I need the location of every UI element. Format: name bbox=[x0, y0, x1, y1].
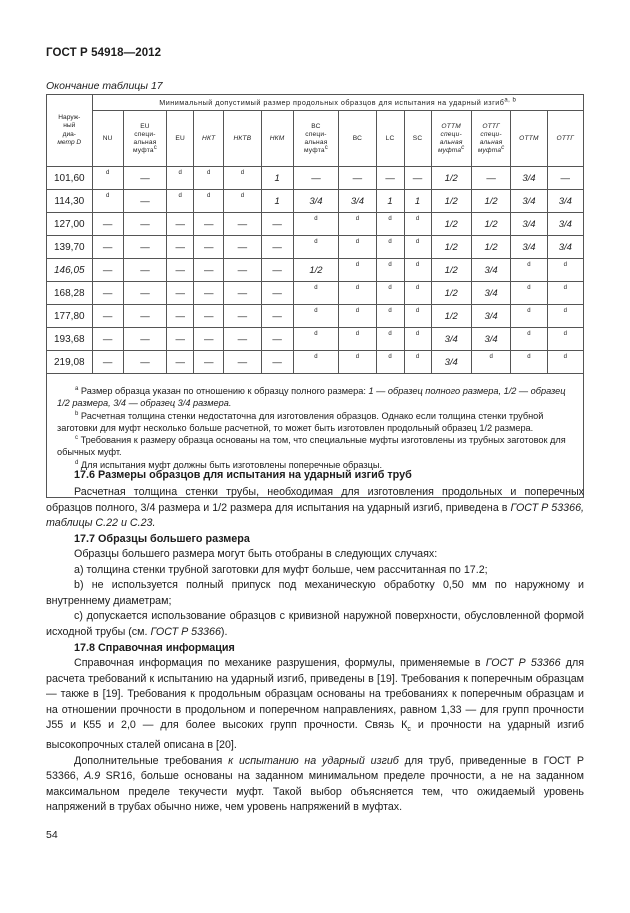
table-cell: d bbox=[511, 305, 547, 328]
standard-reference: А.9 bbox=[84, 770, 101, 783]
table-cell: d bbox=[293, 305, 339, 328]
table-cell: — bbox=[92, 213, 123, 236]
column-header-line: LC bbox=[385, 134, 395, 142]
table-cell: — bbox=[261, 351, 293, 374]
table-row bbox=[47, 236, 584, 259]
section-heading: 17.6 Размеры образцов для испытания на ударный изгиб труб bbox=[74, 469, 412, 481]
table-cell: 3/4 bbox=[547, 236, 583, 259]
table-row bbox=[47, 351, 584, 374]
diameter-cell: 139,70 bbox=[47, 236, 93, 259]
table-cell: — bbox=[224, 351, 261, 374]
table-cell: — bbox=[194, 328, 224, 351]
column-header-line: ОТТМ bbox=[519, 134, 539, 142]
footnote-c bbox=[57, 434, 573, 459]
footnote-text: Для испытания муфт должны быть изготовлены поперечные образцы. bbox=[80, 459, 383, 470]
table-cell: — bbox=[92, 236, 123, 259]
table-cell: 3/4 bbox=[431, 351, 471, 374]
table-cell: — bbox=[261, 213, 293, 236]
table-cell: — bbox=[167, 282, 194, 305]
paragraph bbox=[46, 485, 584, 532]
column-header bbox=[547, 111, 583, 167]
table-cell: d bbox=[194, 167, 224, 190]
table-row bbox=[47, 259, 584, 282]
table-cell: — bbox=[92, 351, 123, 374]
table-cell: 1/2 bbox=[471, 236, 510, 259]
table-cell: — bbox=[261, 282, 293, 305]
table-cell: d bbox=[293, 213, 339, 236]
table-cell: 3/4 bbox=[339, 190, 376, 213]
column-header bbox=[376, 111, 404, 167]
table-cell: — bbox=[261, 305, 293, 328]
table-cell: — bbox=[123, 213, 167, 236]
column-header bbox=[123, 111, 167, 167]
column-header bbox=[431, 111, 471, 167]
footnote-mark: с bbox=[501, 144, 505, 151]
section-17-6 bbox=[46, 467, 584, 532]
diameter-cell: 219,08 bbox=[47, 351, 93, 374]
table-cell: d bbox=[339, 259, 376, 282]
table-cell: 1/2 bbox=[293, 259, 339, 282]
table-cell: d bbox=[339, 351, 376, 374]
table-cell: — bbox=[167, 305, 194, 328]
footnote-mark: d bbox=[75, 459, 79, 466]
table-cell: 3/4 bbox=[511, 236, 547, 259]
table-cell: — bbox=[261, 236, 293, 259]
table-cell: — bbox=[376, 167, 404, 190]
table-cell: — bbox=[194, 351, 224, 374]
table-cell: d bbox=[404, 259, 431, 282]
column-header bbox=[194, 111, 224, 167]
table-cell: d bbox=[339, 282, 376, 305]
table-cell: — bbox=[224, 259, 261, 282]
table-cell: d bbox=[224, 167, 261, 190]
table-cell: d bbox=[339, 236, 376, 259]
table-cell: — bbox=[92, 282, 123, 305]
diameter-cell: 168,28 bbox=[47, 282, 93, 305]
paragraph-text: для расчета требований к испытанию на ударный изгиб, приведены в [19]. Требования к поперечным образцам — также в [19]. Требования к продольным образцам основаны на требованиях к поперечным образцам и на отношении прочности в продольном и поперечном направлениях, равном 1,33 — для групп прочности J55 и К55 и 2,0 — для более высоких групп прочности. Связь К bbox=[46, 657, 584, 732]
table-cell: d bbox=[404, 305, 431, 328]
diameter-cell: 193,68 bbox=[47, 328, 93, 351]
table-cell: — bbox=[224, 213, 261, 236]
table-cell: d bbox=[92, 190, 123, 213]
table-cell: — bbox=[224, 305, 261, 328]
column-header-line: альная bbox=[304, 138, 328, 146]
column-header-line bbox=[432, 144, 471, 155]
footnote-mark: b bbox=[75, 410, 79, 417]
table-cell: 1/2 bbox=[471, 213, 510, 236]
standard-reference: ГОСТ Р 53366 bbox=[485, 657, 561, 669]
standard-reference: ГОСТ Р 53366, таблицы С.22 и С.23. bbox=[46, 501, 584, 530]
diameter-header bbox=[47, 95, 93, 167]
table-cell: 3/4 bbox=[471, 305, 510, 328]
table-cell: — bbox=[224, 282, 261, 305]
column-header bbox=[261, 111, 293, 167]
table-cell: — bbox=[339, 167, 376, 190]
paragraph-text: Справочная информация по механике разрушения, формулы, применяемые в bbox=[74, 657, 481, 669]
table-cell: — bbox=[167, 259, 194, 282]
table-cell: d bbox=[511, 282, 547, 305]
column-header-line: НКМ bbox=[269, 134, 285, 142]
column-header bbox=[404, 111, 431, 167]
table-cell: d bbox=[404, 328, 431, 351]
section-heading: 17.7 Образцы большего размера bbox=[74, 533, 250, 545]
paragraph bbox=[46, 754, 584, 816]
table-cell: 3/4 bbox=[511, 213, 547, 236]
table-cell: — bbox=[547, 167, 583, 190]
table-cell: d bbox=[92, 167, 123, 190]
table-cell: — bbox=[92, 259, 123, 282]
table-cell: — bbox=[194, 259, 224, 282]
table-cell: 1 bbox=[404, 190, 431, 213]
table-cell: d bbox=[376, 282, 404, 305]
table-cell: 1 bbox=[261, 167, 293, 190]
span-header-text: Минимальный допустимый размер продольных образцов для испытания на ударный изгиб bbox=[159, 98, 505, 107]
column-header-line-text: муфта bbox=[303, 146, 325, 154]
footnote-a bbox=[57, 385, 573, 410]
table-cell: d bbox=[511, 259, 547, 282]
column-header-line: альная bbox=[133, 138, 157, 146]
table-row bbox=[47, 305, 584, 328]
table-cell: — bbox=[404, 167, 431, 190]
diameter-cell: 177,80 bbox=[47, 305, 93, 328]
column-header bbox=[339, 111, 376, 167]
table-cell: d bbox=[339, 305, 376, 328]
table-cell: d bbox=[511, 351, 547, 374]
table-cell: — bbox=[123, 236, 167, 259]
table-cell: — bbox=[261, 259, 293, 282]
table-cell: 1/2 bbox=[431, 167, 471, 190]
table-cell: d bbox=[293, 328, 339, 351]
table-caption: Окончание таблицы 17 bbox=[46, 80, 163, 92]
table-cell: — bbox=[167, 213, 194, 236]
table-cell: — bbox=[92, 328, 123, 351]
standard-reference: ГОСТ Р 53366 bbox=[150, 625, 221, 638]
section-heading: 17.8 Справочная информация bbox=[74, 642, 235, 654]
list-item bbox=[46, 609, 584, 640]
column-header bbox=[471, 111, 510, 167]
paragraph-text: и прочности на ударный изгиб высокопрочных сталей описана в [20]. bbox=[46, 719, 584, 752]
table-cell: — bbox=[293, 167, 339, 190]
table-cell: 1/2 bbox=[471, 190, 510, 213]
diameter-header-line: диа- bbox=[62, 130, 76, 138]
column-header-line: специ- bbox=[440, 130, 462, 138]
table-cell: — bbox=[123, 282, 167, 305]
table-row bbox=[47, 190, 584, 213]
column-header-line: ОТТГ bbox=[556, 134, 575, 142]
table-cell: — bbox=[261, 328, 293, 351]
column-header-line: EU bbox=[140, 122, 150, 130]
column-header-line-text: муфта bbox=[133, 146, 154, 154]
column-header-line: EU bbox=[175, 134, 185, 142]
table-cell: d bbox=[293, 282, 339, 305]
table-cell: 3/4 bbox=[471, 259, 510, 282]
table-cell: d bbox=[511, 328, 547, 351]
table-cell: d bbox=[547, 305, 583, 328]
page-number: 54 bbox=[46, 829, 58, 841]
table-cell: d bbox=[339, 328, 376, 351]
table-cell: — bbox=[123, 305, 167, 328]
list-item: b) не используется полный припуск под механическую обработку 0,50 мм по наружному и внутреннему диаметрам; bbox=[46, 579, 584, 607]
table-cell: d bbox=[224, 190, 261, 213]
diameter-header-line: ный bbox=[63, 122, 76, 130]
column-header-line: SC bbox=[412, 134, 423, 142]
table-cell: 3/4 bbox=[511, 190, 547, 213]
table-cell: — bbox=[167, 328, 194, 351]
table-cell: d bbox=[404, 351, 431, 374]
table-cell: d bbox=[376, 236, 404, 259]
footnote-text: Размер образца указан по отношению к образцу полного размера: bbox=[80, 386, 366, 396]
diameter-cell: 101,60 bbox=[47, 167, 93, 190]
footnote-b bbox=[57, 410, 573, 435]
table-cell: — bbox=[123, 190, 167, 213]
column-header-line: NU bbox=[102, 134, 113, 142]
paragraph bbox=[46, 656, 584, 754]
span-header bbox=[92, 95, 583, 111]
column-header-line: НКТ bbox=[202, 134, 216, 142]
column-header-line: ВС bbox=[352, 134, 363, 142]
table-cell: d bbox=[167, 167, 194, 190]
column-header-line: специ- bbox=[305, 130, 327, 138]
table-cell: d bbox=[547, 351, 583, 374]
column-header bbox=[511, 111, 547, 167]
paragraph-text: Расчетная толщина стенки трубы, необходимая для изготовления продольных и поперечных образцов полного, 3/4 размера и 1/2 размера для испытания на ударный изгиб, приведена в bbox=[46, 486, 584, 514]
table-cell: d bbox=[293, 236, 339, 259]
diameter-cell: 146,05 bbox=[47, 259, 93, 282]
diameter-cell: 127,00 bbox=[47, 213, 93, 236]
table-cell: d bbox=[471, 351, 510, 374]
specimen-size-table bbox=[46, 94, 584, 498]
table-cell: d bbox=[376, 351, 404, 374]
table-cell: 1/2 bbox=[431, 259, 471, 282]
table-cell: 1 bbox=[261, 190, 293, 213]
table-cell: d bbox=[547, 259, 583, 282]
column-header bbox=[167, 111, 194, 167]
table-cell: — bbox=[194, 213, 224, 236]
table-cell: — bbox=[224, 328, 261, 351]
table-cell: 1/2 bbox=[431, 305, 471, 328]
section-17-7 bbox=[46, 531, 584, 641]
footnote-mark: а bbox=[75, 385, 79, 392]
table-cell: d bbox=[547, 282, 583, 305]
table-cell: 1/2 bbox=[431, 236, 471, 259]
table-cell: 3/4 bbox=[431, 328, 471, 351]
column-header-line-text: муфта bbox=[477, 146, 502, 154]
paragraph-text: Дополнительные требования bbox=[74, 754, 223, 767]
column-header-line bbox=[124, 144, 167, 155]
table-cell: 1 bbox=[376, 190, 404, 213]
diameter-header-line: Наруж- bbox=[58, 113, 81, 121]
list-item: а) толщина стенки трубной заготовки для муфт больше, чем рассчитанная по 17.2; bbox=[74, 563, 488, 576]
table-cell: — bbox=[123, 351, 167, 374]
table-cell: 3/4 bbox=[547, 190, 583, 213]
table-cell: 1/2 bbox=[431, 282, 471, 305]
table-cell: 3/4 bbox=[471, 328, 510, 351]
table-row bbox=[47, 282, 584, 305]
column-header-line-text: муфта bbox=[437, 146, 462, 154]
table-row bbox=[47, 213, 584, 236]
column-header-line bbox=[294, 144, 339, 155]
table-cell: — bbox=[194, 305, 224, 328]
column-header bbox=[224, 111, 261, 167]
table-cell: — bbox=[471, 167, 510, 190]
footnote-text: Требования к размеру образца основаны на том, что специальные муфты изготовлены из трубных заготовок для обычных муфт. bbox=[57, 435, 566, 458]
table-cell: d bbox=[376, 213, 404, 236]
column-header-line: ОТТМ bbox=[441, 122, 461, 130]
column-header-line bbox=[472, 144, 510, 155]
table-row bbox=[47, 167, 584, 190]
column-header-line: альная bbox=[439, 138, 463, 146]
table-cell: d bbox=[194, 190, 224, 213]
column-header-line: специ- bbox=[480, 130, 502, 138]
list-item-text: ). bbox=[220, 625, 228, 638]
diameter-header-line: метр D bbox=[57, 138, 82, 146]
diameter-cell: 114,30 bbox=[47, 190, 93, 213]
column-header-line: ОТТГ bbox=[482, 122, 500, 130]
column-header-line: альная bbox=[479, 138, 503, 146]
table-cell: — bbox=[167, 351, 194, 374]
table-cell: d bbox=[376, 259, 404, 282]
column-header-line: ВС bbox=[311, 122, 321, 130]
paragraph-text: для труб, приведенные в ГОСТ Р 53366, bbox=[46, 754, 584, 783]
paragraph: Образцы большего размера могут быть отобраны в следующих случаях: bbox=[74, 548, 438, 560]
footnote-text: Расчетная толщина стенки недостаточна для изготовления образцов. Однако если толщина стенки трубной заготовки для муфт несколько больше расчетной, то может быть изготовлен продольный образец 1/2 размера. bbox=[57, 410, 544, 433]
table-cell: 3/4 bbox=[471, 282, 510, 305]
table-cell: d bbox=[376, 305, 404, 328]
table-cell: 3/4 bbox=[511, 167, 547, 190]
table-cell: — bbox=[123, 167, 167, 190]
document-header: ГОСТ Р 54918—2012 bbox=[46, 47, 162, 59]
table-cell: — bbox=[224, 236, 261, 259]
span-header-footnote-mark: а, b bbox=[504, 97, 517, 104]
emphasis-text: к испытанию на ударный изгиб bbox=[228, 754, 399, 767]
table-row bbox=[47, 328, 584, 351]
table-cell: 1/2 bbox=[431, 213, 471, 236]
table-cell: d bbox=[376, 328, 404, 351]
table-cell: 3/4 bbox=[547, 213, 583, 236]
table-cell: d bbox=[547, 328, 583, 351]
table-cell: — bbox=[194, 236, 224, 259]
table-cell: — bbox=[92, 305, 123, 328]
footnote-mark: с bbox=[75, 435, 78, 442]
column-header-line: специ- bbox=[134, 130, 156, 138]
table-cell: — bbox=[194, 282, 224, 305]
footnote-mark: с bbox=[324, 144, 328, 151]
footnote-mark: с bbox=[461, 144, 465, 151]
table-cell: — bbox=[123, 259, 167, 282]
column-header bbox=[92, 111, 123, 167]
table-cell: d bbox=[404, 213, 431, 236]
table-cell: d bbox=[404, 282, 431, 305]
table-cell: d bbox=[404, 236, 431, 259]
table-cell: 1/2 bbox=[431, 190, 471, 213]
column-header bbox=[293, 111, 339, 167]
table-cell: — bbox=[123, 328, 167, 351]
table-cell: — bbox=[167, 236, 194, 259]
table-cell: d bbox=[167, 190, 194, 213]
column-header-line: НКТВ bbox=[233, 134, 252, 142]
footnote-mark: с bbox=[153, 144, 157, 151]
table-cell: 3/4 bbox=[293, 190, 339, 213]
table-cell: d bbox=[339, 213, 376, 236]
paragraph-text: SR16, больше основаны на заданном минимальном пределе прочности, а не на заданном максимальном пределе текучести муфт. Такой выбор объясняется тем, что ожидаемый уровень напряжений в трубах обычно ниже, чем уровень напряжений в муфтах. bbox=[46, 770, 584, 814]
subscript: с bbox=[407, 726, 411, 734]
section-17-8 bbox=[46, 640, 584, 816]
list-item-text: с) допускается использование образцов с кривизной наружной поверхности, обусловленной формой исходной трубы (см. bbox=[46, 610, 584, 638]
table-cell: d bbox=[293, 351, 339, 374]
footnote-italic-text: 1 — образец полного размера, 1/2 — образец 1/2 размера, 3/4 — образец 3/4 размера. bbox=[57, 386, 566, 409]
